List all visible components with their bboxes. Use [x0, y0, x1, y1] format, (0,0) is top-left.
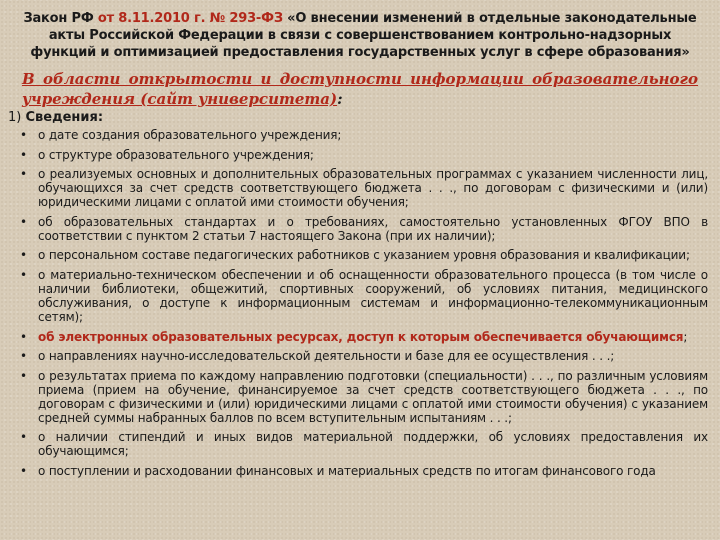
section-number: 1)	[8, 110, 22, 125]
list-item	[20, 268, 708, 324]
list-item-text: о структуре образовательного учреждения;	[38, 147, 314, 162]
subheading-text: В области открытости и доступности информации образовательного учреждения (сайт университета)	[22, 70, 698, 108]
bullet-icon: •	[20, 147, 27, 162]
bullet-icon: •	[20, 368, 27, 383]
list-item-highlighted	[20, 330, 708, 344]
list-item-text: о персональном составе педагогических работников с указанием уровня образования и квалификации;	[38, 248, 690, 263]
list-item	[20, 430, 708, 458]
list-item-text: о поступлении и расходовании финансовых и материальных средств по итогам финансового года	[38, 463, 656, 478]
bullet-icon: •	[20, 128, 27, 142]
list-item-text: о материально-техническом обеспечении и об оснащенности образовательного процесса (в том числе о наличии библиотеки, общежитий, спортивных сооружений, об условиях питания, медицинского обслуживания, о доступе к информационным системам и информационно-телекоммуникационным сетям);	[38, 267, 708, 324]
title-date: от 8.11.2010 г. № 293-ФЗ	[97, 11, 283, 26]
section-heading	[8, 110, 103, 126]
list-item	[20, 148, 708, 162]
section-label: Сведения:	[25, 110, 104, 125]
bullet-icon: •	[20, 430, 27, 445]
bullet-icon: •	[20, 329, 27, 344]
list-item	[20, 248, 708, 262]
list-item-text: о наличии стипендий и иных видов материальной поддержки, об условиях предоставления их обучающимся;	[38, 430, 708, 459]
bullet-icon: •	[20, 267, 27, 282]
bullet-icon: •	[20, 248, 27, 263]
list-item	[20, 167, 708, 209]
subheading	[22, 69, 698, 109]
list-item	[20, 349, 708, 363]
list-item	[20, 369, 708, 425]
bullet-icon: •	[20, 167, 27, 182]
bullet-icon: •	[20, 214, 27, 229]
list-item-tail: ;	[683, 329, 688, 344]
list-item	[20, 128, 708, 142]
list-item-text: о результатах приема по каждому направлению подготовки (специальности) . . ., по различным условиям приема (прием на обучение, финансируемое за счет средств соответствующего бюджета . . ., по договорам с физическими и (или) юридическими лицами с оплатой ими стоимости обучения) с указанием средней суммы набранных баллов по всем вступительным испытаниям . . .;	[38, 368, 708, 425]
list-item	[20, 215, 708, 243]
bullet-icon: •	[20, 349, 27, 364]
list-item-text: о дате создания образовательного учреждения;	[38, 128, 342, 142]
page-title	[14, 10, 706, 61]
title-rest: «О внесении изменений в отдельные законодательные акты Российской Федерации в связи с совершенствованием контрольно-надзорных функций и оптимизацией предоставления государственных услуг в сфере образования»	[30, 11, 697, 60]
list-item	[20, 464, 708, 478]
title-prefix: Закон РФ	[23, 11, 98, 26]
subheading-colon: :	[337, 90, 343, 108]
list-item-text: об образовательных стандартах и о требованиях, самостоятельно установленных ФГОУ ВПО в соответствии с пунктом 2 статьи 7 настоящего Закона (при их наличии);	[38, 214, 708, 243]
bullet-icon: •	[20, 463, 27, 478]
list-item-text: об электронных образовательных ресурсах, доступ к которым обеспечивается обучающимся	[38, 329, 684, 344]
requirements-list	[20, 128, 708, 484]
list-item-text: о направлениях научно-исследовательской деятельности и базе для ее осуществления . . .;	[38, 349, 615, 364]
list-item-text: о реализуемых основных и дополнительных образовательных программах с указанием численности лиц, обучающихся за счет средств соответствующего бюджета . . ., по договорам с физическими и (или) юридическими лицами с оплатой ими стоимости обучения;	[38, 167, 708, 210]
